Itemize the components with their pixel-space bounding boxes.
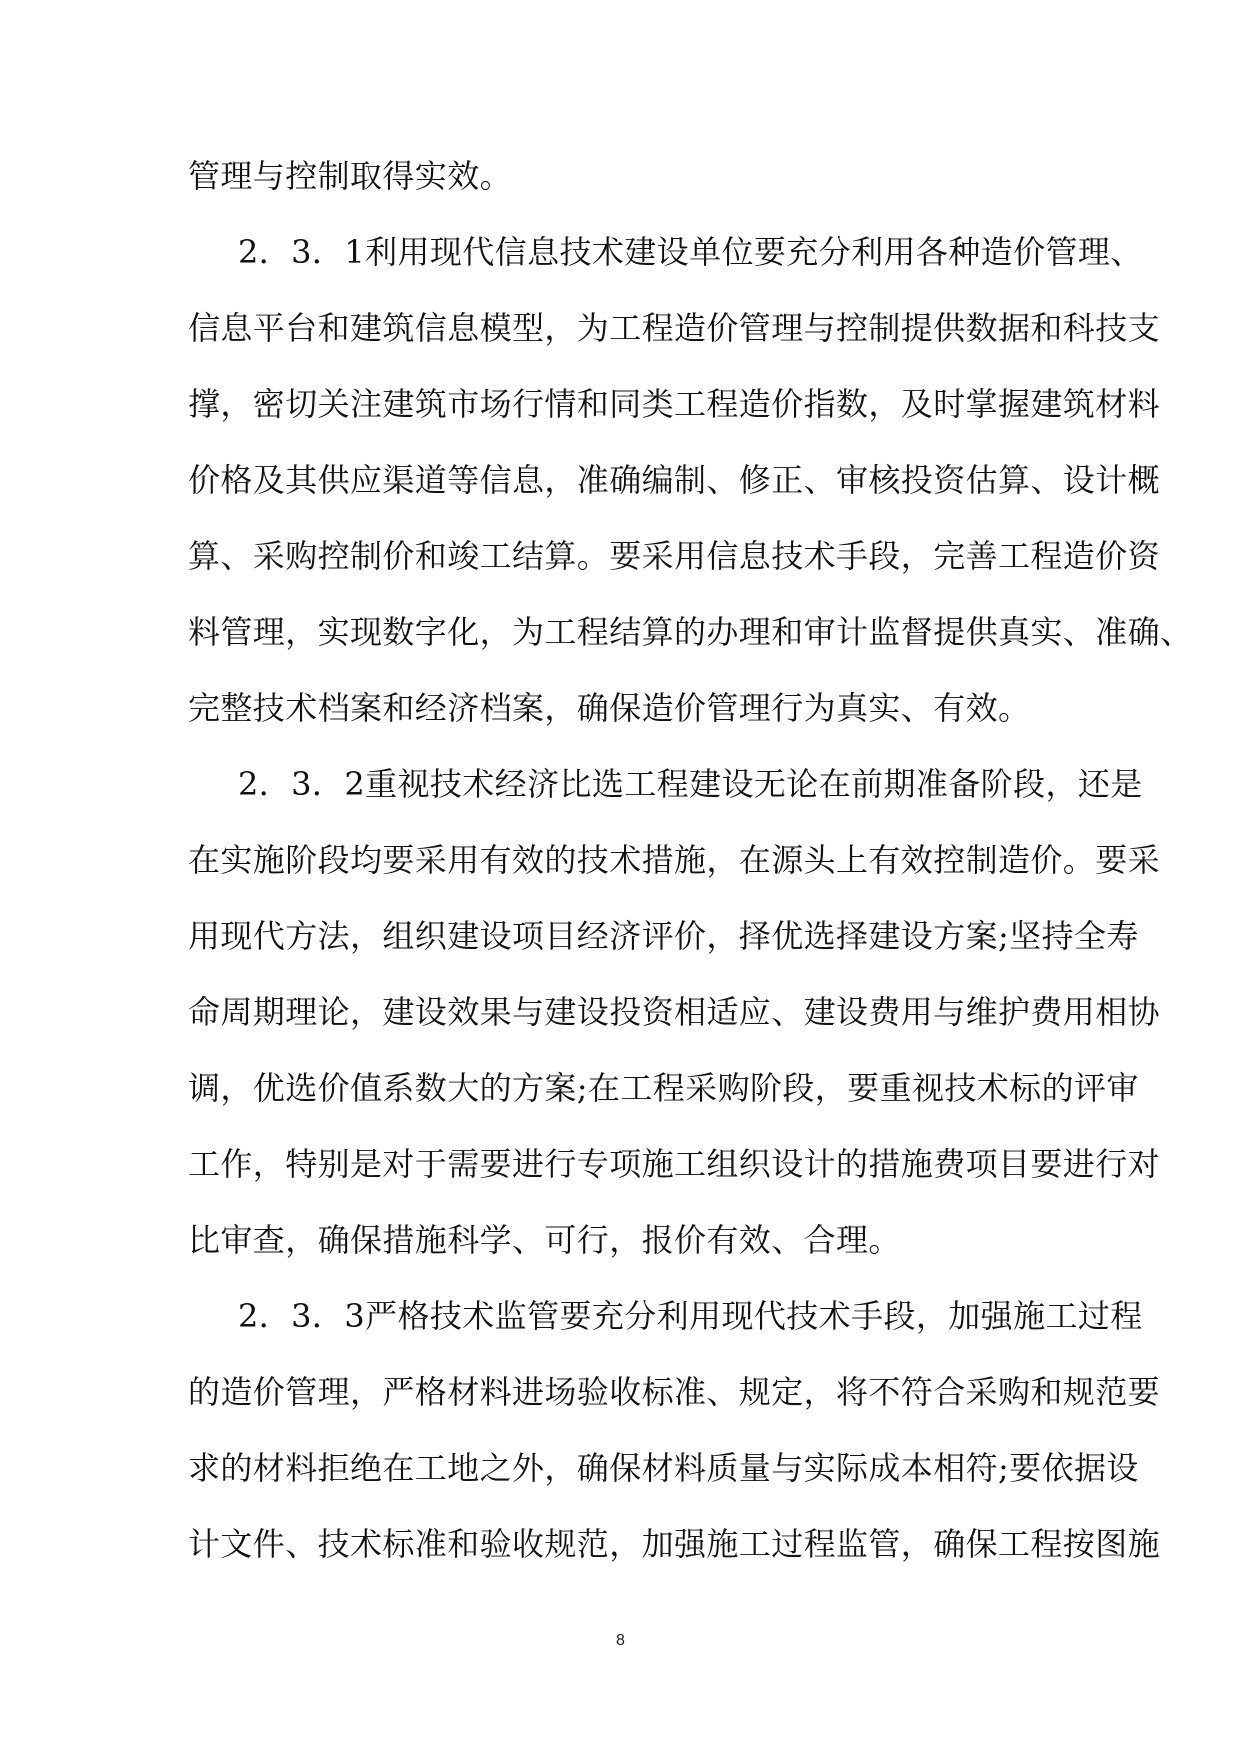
page-number: 8 [616, 1632, 625, 1649]
body-text [188, 138, 1193, 1582]
text-line: 工作，特别是对于需要进行专项施工组织设计的措施费项目要进行对 [188, 1145, 1161, 1183]
section-heading-2-3-2: 2．3．2重视技术经济比选工程建设无论在前期准备阶段，还是 [238, 765, 1143, 803]
text-line: 的造价管理，严格材料进场验收标准、规定，将不符合采购和规范要 [188, 1373, 1161, 1411]
text-line: 用现代方法，组织建设项目经济评价，择优选择建设方案;坚持全寿 [188, 917, 1139, 955]
text-line: 算、采购控制价和竣工结算。要采用信息技术手段，完善工程造价资 [188, 537, 1161, 575]
text-line: 在实施阶段均要采用有效的技术措施，在源头上有效控制造价。要采 [188, 841, 1161, 879]
text-line: 信息平台和建筑信息模型，为工程造价管理与控制提供数据和科技支 [188, 309, 1161, 347]
section-heading-2-3-3: 2．3．3严格技术监管要充分利用现代技术手段，加强施工过程 [238, 1297, 1143, 1335]
text-line: 求的材料拒绝在工地之外，确保材料质量与实际成本相符;要依据设 [188, 1449, 1139, 1487]
text-line: 价格及其供应渠道等信息，准确编制、修正、审核投资估算、设计概 [188, 461, 1161, 499]
text-line: 调，优选价值系数大的方案;在工程采购阶段，要重视技术标的评审 [188, 1069, 1139, 1107]
text-line: 完整技术档案和经济档案，确保造价管理行为真实、有效。 [188, 689, 1031, 727]
text-line: 撑，密切关注建筑市场行情和同类工程造价指数，及时掌握建筑材料 [188, 385, 1161, 423]
text-line: 管理与控制取得实效。 [188, 157, 513, 195]
text-line: 命周期理论，建设效果与建设投资相适应、建设费用与维护费用相协 [188, 993, 1161, 1031]
section-heading-2-3-1: 2．3．1利用现代信息技术建设单位要充分利用各种造价管理、 [238, 233, 1143, 271]
text-line: 比审查，确保措施科学、可行，报价有效、合理。 [188, 1221, 901, 1259]
text-line: 料管理，实现数字化，为工程结算的办理和审计监督提供真实、准确、 [188, 613, 1193, 651]
text-line: 计文件、技术标准和验收规范，加强施工过程监管，确保工程按图施 [188, 1525, 1161, 1563]
